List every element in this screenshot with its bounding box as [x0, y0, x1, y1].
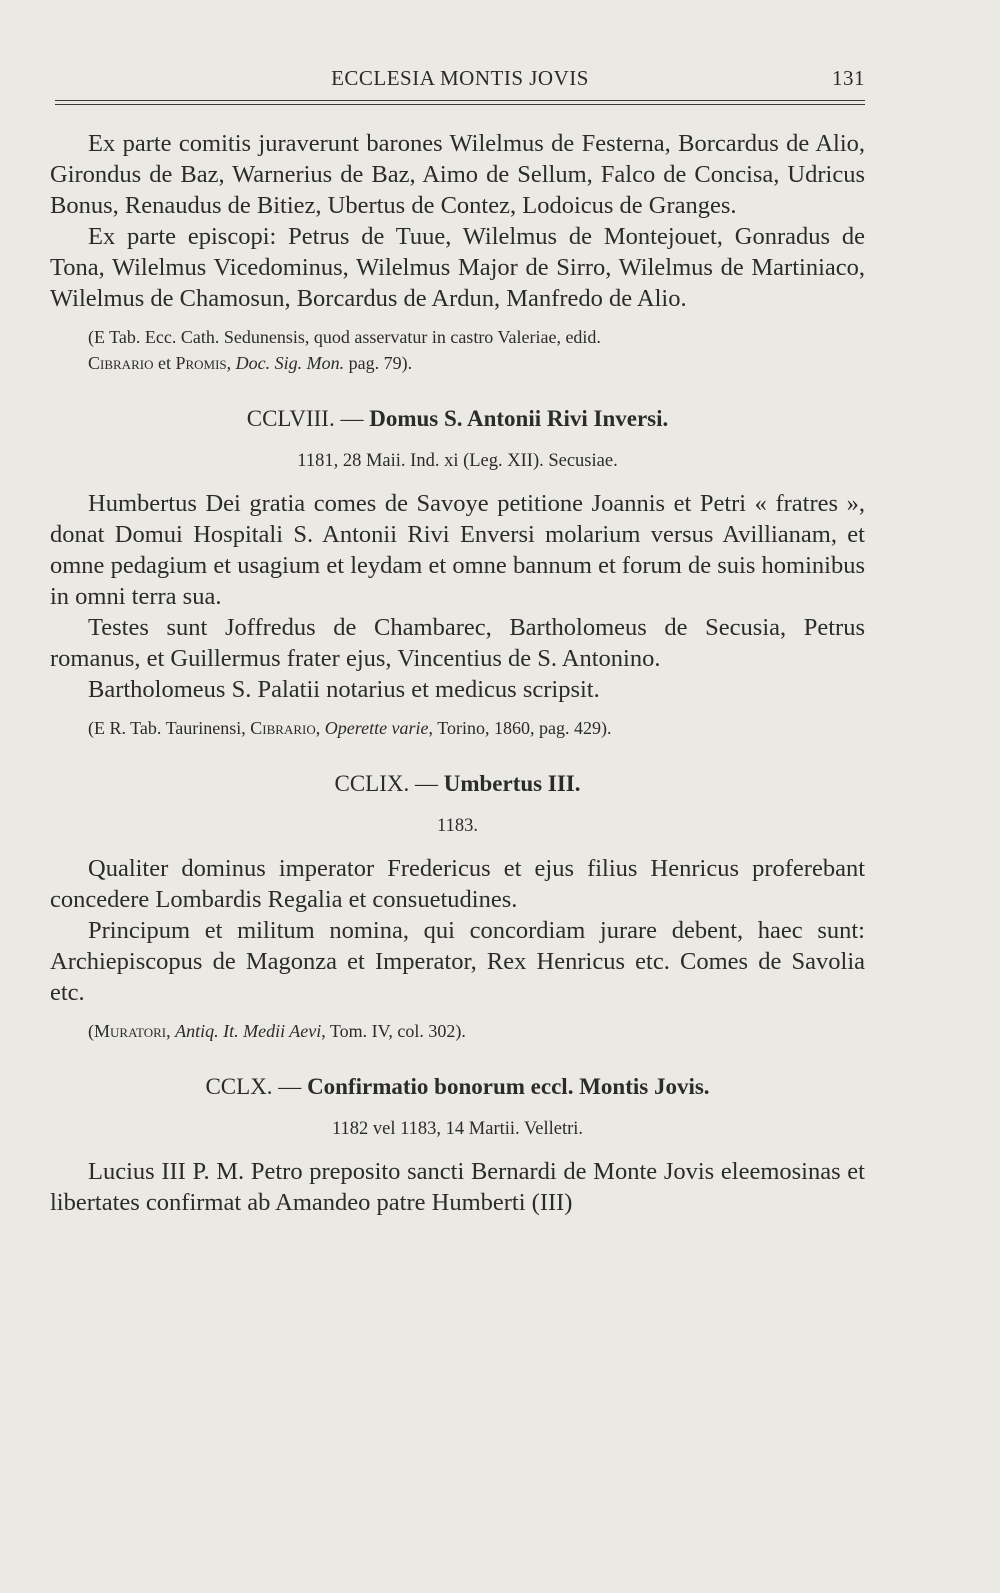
- section-title: Umbertus III.: [443, 771, 581, 796]
- source-text: (: [88, 1021, 94, 1041]
- source-text: ,: [166, 1021, 176, 1041]
- author-name: Promis: [175, 353, 227, 373]
- running-head: [55, 66, 865, 92]
- paragraph-notary: Bartholomeus S. Palatii notarius et medicus scripsit.: [88, 676, 600, 703]
- work-title: Operette varie: [324, 718, 429, 738]
- paragraph-donation: Humbertus Dei gratia comes de Savoye petitione Joannis et Petri « fratres », donat Domui Hospitali S. Antonii Rivi Enversi molarium versus Avillianam, et omne pedagium et usagium et leydam et omne bannum et forum de suis hominibus in omni terra sua.: [50, 490, 865, 610]
- source-citation: [50, 1018, 865, 1044]
- section-heading: [50, 404, 865, 434]
- page-content: [50, 128, 865, 1218]
- section-number: CCLIX. —: [334, 771, 444, 796]
- work-title: Antiq. It. Medii Aevi: [175, 1021, 322, 1041]
- section-number: CCLX. —: [205, 1074, 308, 1099]
- paragraph-lombardis: Qualiter dominus imperator Fredericus et ejus filius Henricus proferebant concedere Lombardis Regalia et consuetudines.: [50, 855, 865, 913]
- source-text: ,: [315, 718, 325, 738]
- source-text: et: [153, 353, 176, 373]
- source-text: , Torino, 1860, pag. 429).: [428, 718, 612, 738]
- section-number: CCLVIII. —: [246, 406, 370, 431]
- section-dateline: 1182 vel 1183, 14 Martii. Velletri.: [331, 1119, 584, 1139]
- page-number: 131: [832, 66, 865, 90]
- source-citation: [50, 324, 865, 376]
- source-text: pag. 79).: [344, 353, 413, 373]
- section-dateline: 1183.: [437, 816, 478, 836]
- author-name: Muratori: [94, 1021, 167, 1041]
- header-rule-thick: [55, 100, 865, 101]
- section-heading: [50, 769, 865, 799]
- paragraph-lucius: Lucius III P. M. Petro preposito sancti Bernardi de Monte Jovis eleemosinas et libertates confirmat ab Amandeo patre Humberti (III): [50, 1158, 865, 1216]
- work-title: Doc. Sig. Mon.: [235, 353, 345, 373]
- paragraph-witnesses: Testes sunt Joffredus de Chambarec, Bartholomeus de Secusia, Petrus romanus, et Guillermus frater ejus, Vincentius de S. Antonino.: [50, 614, 865, 672]
- running-title: ECCLESIA MONTIS JOVIS: [331, 66, 589, 90]
- source-citation: [50, 715, 865, 741]
- paragraph-episcopi: Ex parte episcopi: Petrus de Tuue, Wilelmus de Montejouet, Gonradus de Tona, Wilelmus Vicedominus, Wilelmus Major de Sirro, Wilelmus de Martiniaco, Wilelmus de Chamosun, Borcardus de Ardun, Manfredo de Alio.: [50, 223, 865, 312]
- source-text: (E R. Tab. Taurinensi,: [88, 718, 251, 738]
- section-heading: [50, 1072, 865, 1102]
- source-text: , Tom. IV, col. 302).: [321, 1021, 466, 1041]
- paragraph-comitis: Ex parte comitis juraverunt barones Wilelmus de Festerna, Borcardus de Alio, Girondus de Baz, Warnerius de Baz, Aimo de Sellum, Falco de Concisa, Udricus Bonus, Renaudus de Bitiez, Ubertus de Contez, Lodoicus de Granges.: [50, 130, 865, 219]
- header-rule-thin: [55, 104, 865, 105]
- source-text: ,: [226, 353, 236, 373]
- section-title: Domus S. Antonii Rivi Inversi.: [369, 406, 669, 431]
- author-name: Cibrario: [88, 353, 154, 373]
- source-text: (E Tab. Ecc. Cath. Sedunensis, quod asservatur in castro Valeriae, edid.: [88, 327, 601, 347]
- section-dateline: 1181, 28 Maii. Ind. xi (Leg. XII). Secusiae.: [297, 451, 618, 471]
- section-title: Confirmatio bonorum eccl. Montis Jovis.: [307, 1074, 710, 1099]
- author-name: Cibrario: [250, 718, 316, 738]
- paragraph-principum: Principum et militum nomina, qui concordiam jurare debent, haec sunt: Archiepiscopus de Magonza et Imperator, Rex Henricus etc. Comes de Savolia etc.: [50, 917, 865, 1006]
